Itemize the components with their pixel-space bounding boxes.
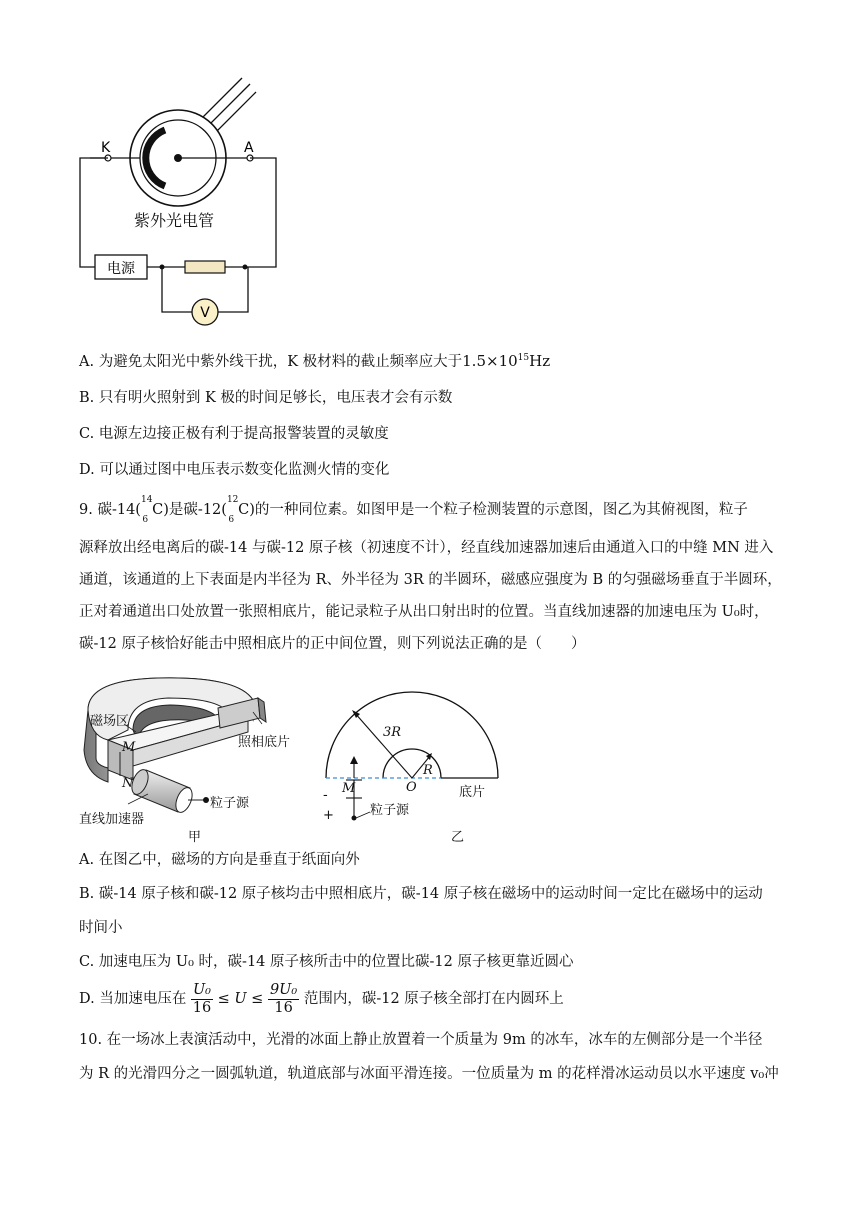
plus-terminal-label: + (323, 808, 334, 823)
q9-line-1: 9. 碳-14($^{14}_6$C)是碳-12($^{12}_6$C)的一种同位素。如图甲是一个粒子检测装置的示意图，图乙为其俯视图，粒子 (79, 495, 748, 525)
particle-source-label-jia: 粒子源 (210, 796, 250, 811)
fraction-9u0-16: $\frac{\text{9U₀}}{16}$ (269, 981, 298, 1016)
a-terminal-label: A (244, 140, 254, 156)
q9-option-c: C. 加速电压为 U₀ 时，碳-14 原子核所击中的位置比碳-12 原子核更靠近圆心 (79, 954, 574, 970)
radius-r-label: R (423, 763, 433, 778)
m-label-jia: M (122, 740, 136, 755)
film-label-jia: 照相底片 (238, 735, 291, 750)
magnetic-field-label: 磁场区 (90, 714, 130, 729)
q9-option-b-line-1: B. 碳-14 原子核和碳-12 原子核均击中照相底片，碳-14 原子核在磁场中的运动时间一定比在磁场中的运动 (79, 886, 763, 902)
q9-line-5: 碳-12 原子核恰好能击中照相底片的正中间位置，则下列说法正确的是（ ） (79, 636, 586, 652)
q9-line-4: 正对着通道出口处放置一张照相底片，能记录粒子从出口射出时的位置。当直线加速器的加速电压为 U₀时， (79, 604, 769, 620)
phototube-caption: 紫外光电管 (134, 211, 215, 230)
n-label-jia: N (122, 776, 134, 791)
k-terminal-label: K (101, 140, 111, 156)
q9-option-a: A. 在图乙中，磁场的方向是垂直于纸面向外 (79, 852, 360, 868)
q8-option-c: C. 电源左边接正极有利于提高报警装置的灵敏度 (79, 426, 389, 442)
fraction-u0-16: $\frac{\text{U₀}}{16}$ (192, 981, 212, 1016)
q10-line-2: 为 R 的光滑四分之一圆弧轨道，轨道底部与冰面平滑连接。一位质量为 m 的花样滑冰运动员以水平速度 v₀冲 (79, 1066, 779, 1082)
minus-terminal-label: - (323, 788, 328, 803)
q9-line-2: 源释放出经电离后的碳-14 与碳-12 原子核（初速度不计），经直线加速器加速后由通道入口的中缝 MN 进入 (79, 540, 774, 556)
q8-option-d: D. 可以通过图中电压表示数变化监测火情的变化 (79, 462, 390, 478)
film-label-yi: 底片 (459, 785, 486, 800)
q8-option-a: A. 为避免太阳光中紫外线干扰，K 极材料的截止频率应大于$1.5\times 10^{15}Hz$ (79, 351, 551, 370)
figure-yi-top-view (318, 668, 518, 828)
q9-option-d: D. 当加速电压在 $\frac{\text{U₀}}{16}$ ≤ U ≤ $\frac{\text{9U₀}}{16}$ 范围内，碳-12 原子核全部打在内圆环上 (79, 981, 564, 1016)
figure-yi-caption: 乙 (451, 830, 465, 845)
voltmeter-label: V (200, 305, 210, 321)
particle-source-label-yi: 粒子源 (370, 803, 410, 818)
accelerator-label: 直线加速器 (79, 812, 145, 827)
power-source-label: 电源 (107, 261, 135, 277)
q9-option-b-line-2: 时间小 (79, 920, 123, 936)
figure-jia-caption: 甲 (188, 830, 202, 845)
q9-line-3: 通道，该通道的上下表面是内半径为 R、外半径为 3R 的半圆环，磁感应强度为 B 的匀强磁场垂直于半圆环， (79, 572, 782, 588)
uv-phototube-circuit-figure (70, 70, 300, 330)
m-label-yi: M (342, 781, 356, 796)
radius-3r-label: 3R (383, 725, 402, 740)
q8-option-b: B. 只有明火照射到 K 极的时间足够长，电压表才会有示数 (79, 390, 453, 406)
q10-line-1: 10. 在一场冰上表演活动中，光滑的冰面上静止放置着一个质量为 9m 的冰车，冰车的左侧部分是一个半径 (79, 1032, 763, 1048)
center-o-label: O (406, 780, 417, 795)
